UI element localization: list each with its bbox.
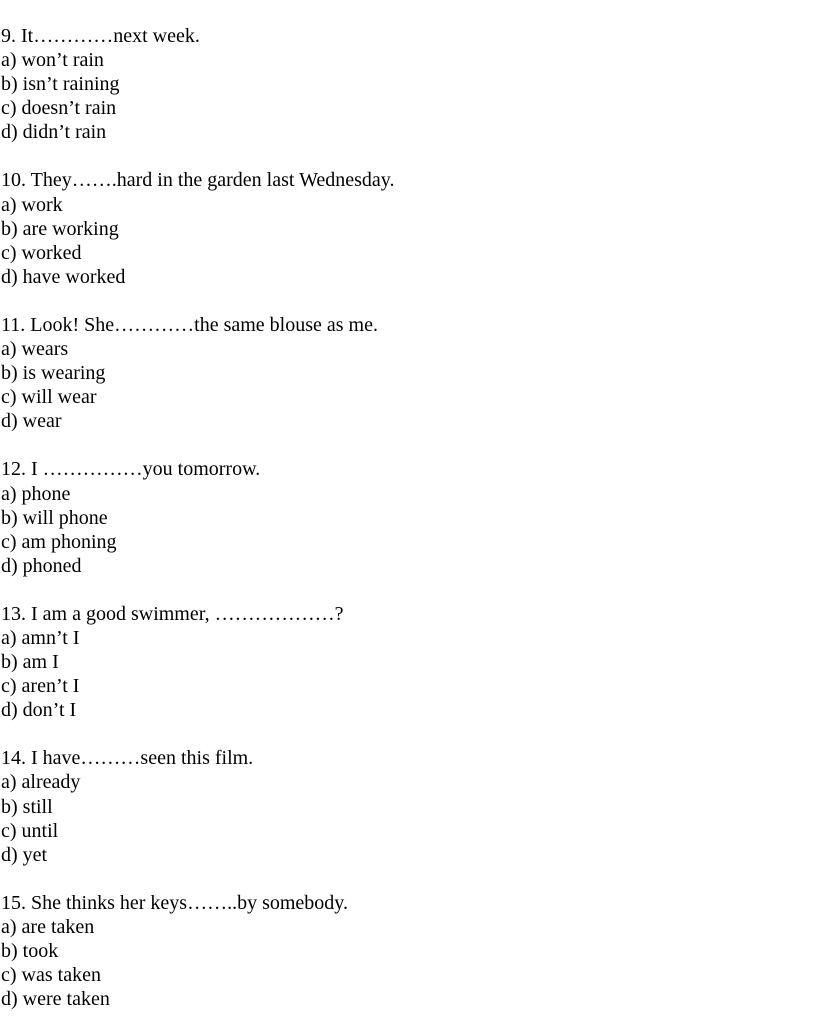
answer-option-a: a) wears [1, 338, 69, 361]
question-stem: 15. She thinks her keys……..by somebody. [1, 891, 349, 914]
answer-option-b: b) still [1, 795, 53, 818]
answer-option-d: d) phoned [1, 554, 82, 577]
answer-option-c: c) until [1, 819, 59, 842]
answer-option-c: c) will wear [1, 386, 97, 409]
answer-option-a: a) already [1, 771, 81, 794]
answer-option-c: c) worked [1, 241, 82, 264]
question-stem: 10. They…….hard in the garden last Wednesday. [1, 169, 395, 192]
answer-option-a: a) amn’t I [1, 626, 80, 649]
answer-option-b: b) are working [1, 217, 119, 240]
answer-option-d: d) didn’t rain [1, 121, 107, 144]
answer-option-c: c) am phoning [1, 530, 117, 553]
answer-option-c: c) doesn’t rain [1, 97, 117, 120]
answer-option-c: c) aren’t I [1, 675, 80, 698]
question-stem: 13. I am a good swimmer, ………………? [1, 602, 344, 625]
question-13 [0, 602, 816, 722]
question-stem: 14. I have………seen this film. [1, 747, 254, 770]
answer-option-d: d) were taken [1, 988, 110, 1011]
answer-option-b: b) am I [1, 651, 59, 674]
question-stem: 11. Look! She…………the same blouse as me. [1, 313, 378, 336]
quiz-document [0, 24, 816, 1035]
answer-option-b: b) will phone [1, 506, 108, 529]
answer-option-b: b) is wearing [1, 362, 106, 385]
answer-option-d: d) yet [1, 843, 48, 866]
question-stem: 9. It…………next week. [1, 25, 200, 47]
question-11 [0, 313, 816, 433]
answer-option-d: d) have worked [1, 265, 126, 288]
answer-option-c: c) was taken [1, 964, 101, 987]
question-15 [0, 891, 816, 1011]
answer-option-a: a) won’t rain [1, 49, 104, 72]
question-stem: 12. I ……………you tomorrow. [1, 458, 261, 481]
answer-option-a: a) are taken [1, 915, 95, 938]
question-14 [0, 746, 816, 866]
answer-option-b: b) isn’t raining [1, 73, 120, 96]
question-9 [0, 24, 816, 144]
answer-option-a: a) work [1, 193, 63, 216]
question-10 [0, 168, 816, 288]
question-12 [0, 457, 816, 577]
answer-option-d: d) don’t I [1, 699, 77, 722]
answer-option-d: d) wear [1, 410, 62, 433]
answer-option-a: a) phone [1, 482, 71, 505]
answer-option-b: b) took [1, 940, 59, 962]
